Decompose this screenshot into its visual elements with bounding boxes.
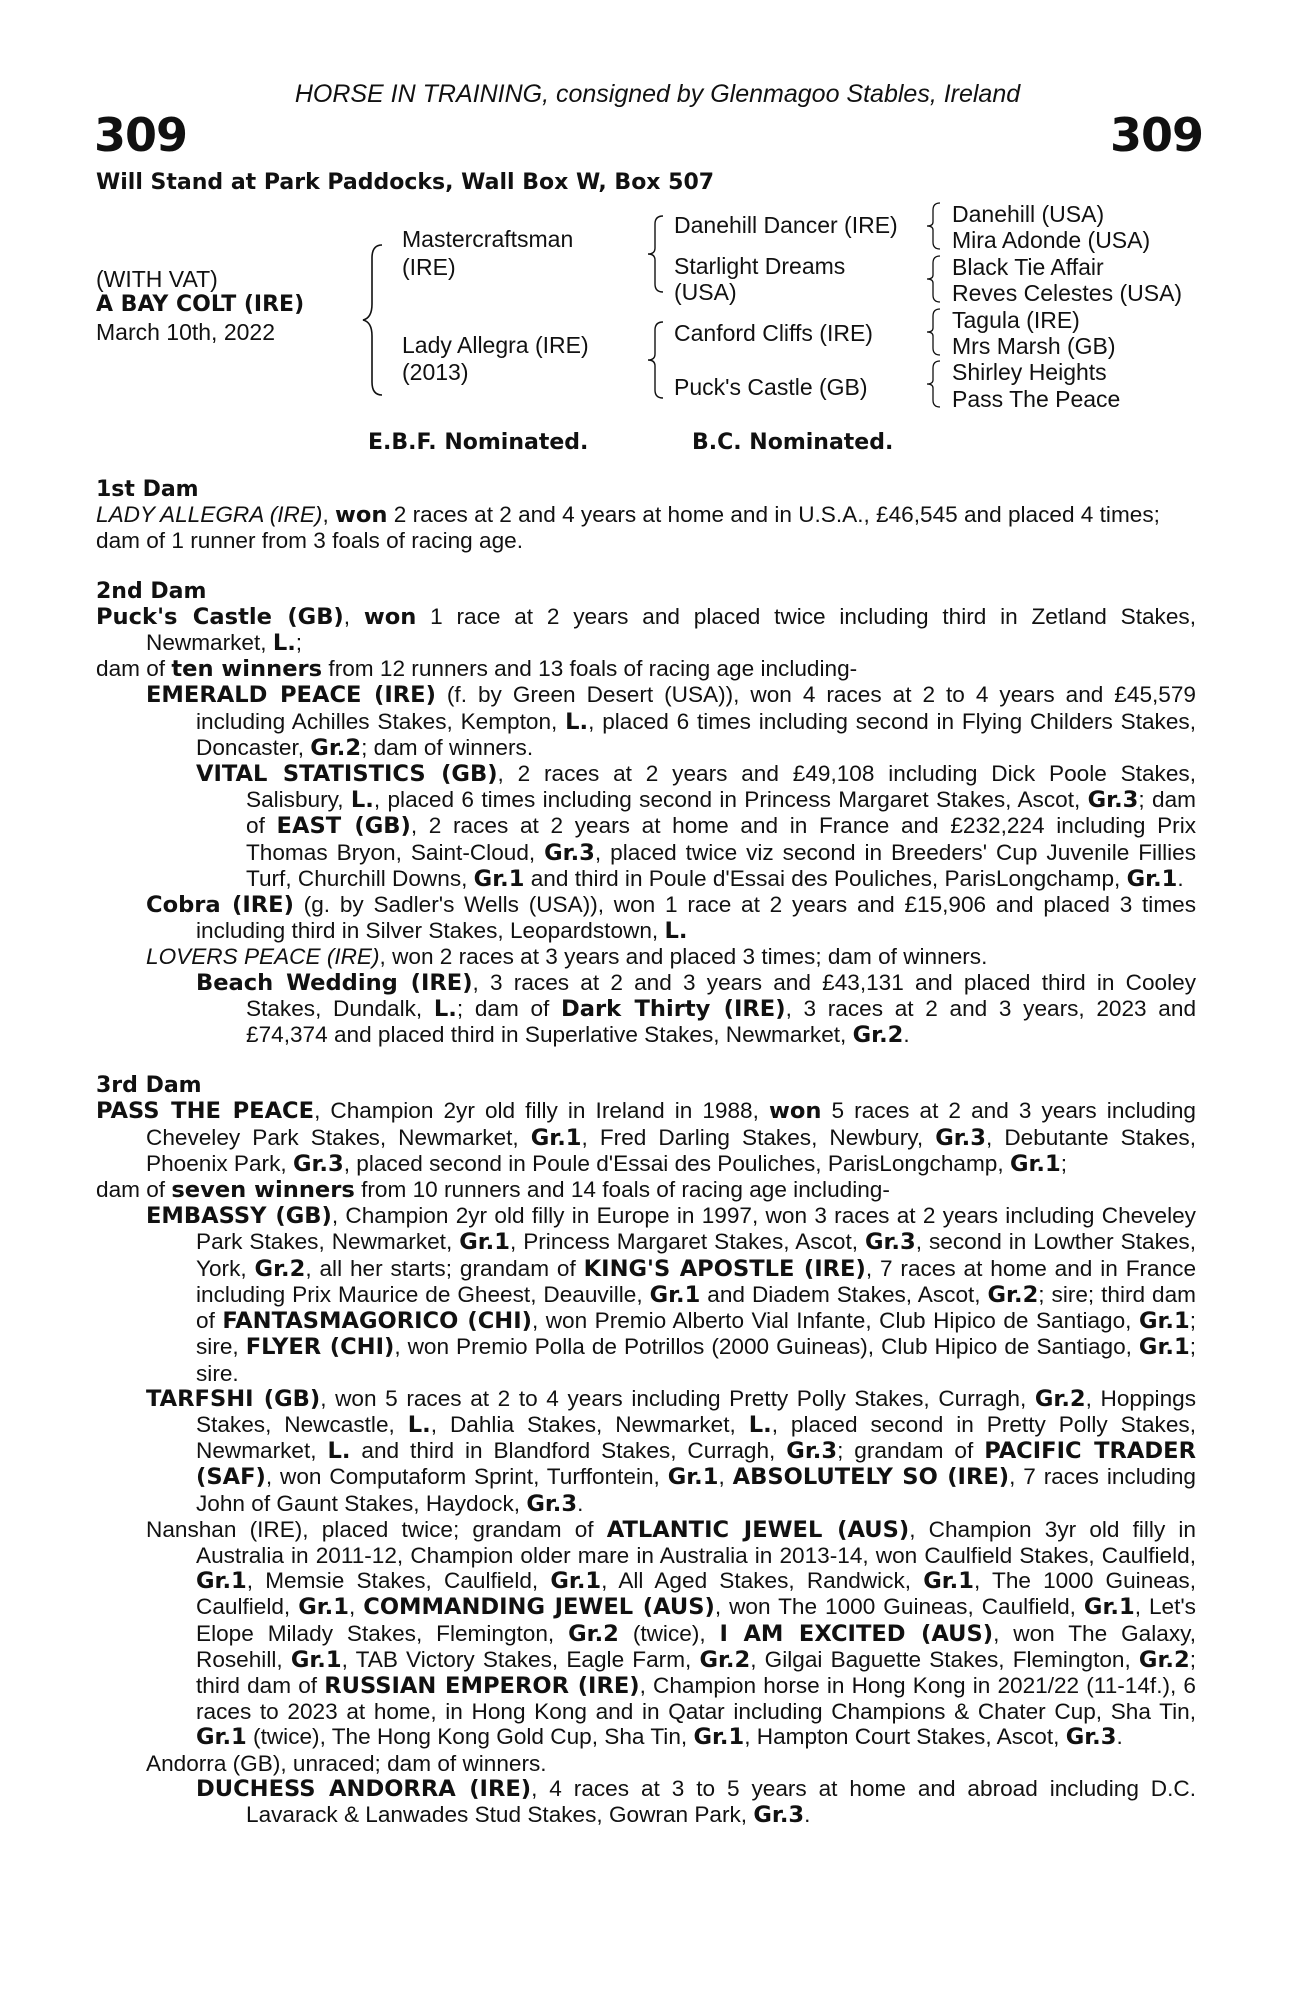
g3-dds: Shirley Heights [952, 359, 1107, 385]
lot-number-right: 309 [1110, 108, 1204, 162]
pedigree-brace-sire [645, 212, 667, 296]
second-dam-heading: 2nd Dam [96, 578, 207, 604]
produce-andorra: Andorra (GB), unraced; dam of winners. [146, 1750, 547, 1776]
sire-dam-country: (USA) [674, 279, 737, 305]
brace-g3-2 [924, 253, 944, 305]
produce-beach-wedding: Beach Wedding (IRE), 3 races at 2 and 3 years and £43,131 and placed third in Cooley Stakes, Dundalk, L.; dam of Dark Thirty (IRE), 3 races at 2 and 3 years, 2023 and £74,374 and placed third in Superlative Stakes, Newmarket, Gr.2. [196, 969, 1197, 1049]
ebf-nominated: E.B.F. Nominated. [368, 430, 589, 455]
produce-tarfshi: TARFSHI (GB), won 5 races at 2 to 4 years including Pretty Polly Stakes, Curragh, Gr.2, Hoppings Stakes, Newcastle, L., Dahlia Stakes, Newmarket, L., placed second in Pretty Polly Stakes, Newmarket, L. and third in Blandford Stakes, Curragh, Gr.3; grandam of PACIFIC TRADER (SAF), won Computaform Sprint, Turffontein, Gr.1, ABSOLUTELY SO (IRE), 7 races including John of Gaunt Stakes, Haydock, Gr.3. [146, 1385, 1196, 1517]
vat-note: (WITH VAT) [96, 266, 218, 292]
g3-dsd: Mrs Marsh (GB) [952, 333, 1116, 359]
third-dam-record: PASS THE PEACE, Champion 2yr old filly in Ireland in 1988, won 5 races at 2 and 3 years including Cheveley Park Stakes, Newmarket, Gr.1, Fred Darling Stakes, Newbury, Gr.3, Debutante Stakes, Phoenix Park, Gr.3, placed second in Poule d'Essai des Pouliches, ParisLongchamp, Gr.1; [96, 1098, 1196, 1177]
brace-g3-1 [924, 200, 944, 252]
third-dam-heading: 3rd Dam [96, 1073, 202, 1099]
dam-dam: Puck's Castle (GB) [674, 374, 868, 400]
g3-dss: Tagula (IRE) [952, 307, 1080, 333]
stand-location: Will Stand at Park Paddocks, Wall Box W, Box 507 [96, 170, 715, 195]
produce-emerald-peace: EMERALD PEACE (IRE) (f. by Green Desert (USA)), won 4 races at 2 to 4 years and £45,579 including Achilles Stakes, Kempton, L., placed 6 times including second in Flying Childers Stakes, Doncaster, Gr.2; dam of winners. [146, 682, 1196, 761]
g3-sss: Danehill (USA) [952, 201, 1105, 227]
dam-name: Lady Allegra (IRE) [402, 332, 589, 358]
produce-duchess-andorra: DUCHESS ANDORRA (IRE), 4 races at 3 to 5 years at home and abroad including D.C. Lavarack & Lanwades Stud Stakes, Gowran Park, Gr.3. [196, 1775, 1196, 1828]
g3-sds: Black Tie Affair [952, 254, 1104, 280]
second-dam-produce: dam of ten winners from 12 runners and 13 foals of racing age including- [96, 656, 858, 683]
dam-sire: Canford Cliffs (IRE) [674, 320, 873, 346]
produce-nanshan: Nanshan (IRE), placed twice; grandam of ATLANTIC JEWEL (AUS), Champion 3yr old filly in Australia in 2011-12, Champion older mare in Australia in 2013-14, won Caulfield Stakes, Caulfield, Gr.1, Memsie Stakes, Caulfield, Gr.1, All Aged Stakes, Randwick, Gr.1, The 1000 Guineas, Caulfield, Gr.1, COMMANDING JEWEL (AUS), won The 1000 Guineas, Caulfield, Gr.1, Let's Elope Milady Stakes, Flemington, Gr.2 (twice), I AM EXCITED (AUS), won The Galaxy, Rosehill, Gr.1, TAB Victory Stakes, Eagle Farm, Gr.2, Gilgai Baguette Stakes, Flemington, Gr.2; third dam of RUSSIAN EMPEROR (IRE), Champion horse in Hong Kong in 2021/22 (11-14f.), 6 races to 2023 at home, in Hong Kong and in Qatar including Champions & Chater Cup, Sha Tin, Gr.1 (twice), The Hong Kong Gold Cup, Sha Tin, Gr.1, Hampton Court Stakes, Ascot, Gr.3. [146, 1516, 1197, 1751]
first-dam-record: LADY ALLEGRA (IRE), won 2 races at 2 and 4 years at home and in U.S.A., £46,545 and placed 4 times; [96, 502, 1160, 529]
foaling-date: March 10th, 2022 [96, 319, 276, 345]
sire-country: (IRE) [402, 254, 456, 280]
third-dam-produce: dam of seven winners from 10 runners and 14 foals of racing age including- [96, 1177, 890, 1204]
first-dam-produce: dam of 1 runner from 3 foals of racing age. [96, 528, 523, 554]
sire-sire: Danehill Dancer (IRE) [674, 212, 898, 238]
produce-cobra: Cobra (IRE) (g. by Sadler's Wells (USA)), won 1 race at 2 years and £15,906 and placed 3 times including third in Silver Stakes, Leopardstown, L. [146, 892, 1196, 945]
g3-ssd: Mira Adonde (USA) [952, 227, 1151, 253]
produce-embassy: EMBASSY (GB), Champion 2yr old filly in Europe in 1997, won 3 races at 2 years including Cheveley Park Stakes, Newmarket, Gr.1, Princess Margaret Stakes, Ascot, Gr.3, second in Lowther Stakes, York, Gr.2, all her starts; grandam of KING'S APOSTLE (IRE), 7 races at home and in France including Prix Maurice de Gheest, Deauville, Gr.1 and Diadem Stakes, Ascot, Gr.2; sire; third dam of FANTASMAGORICO (CHI), won Premio Alberto Vial Infante, Club Hipico de Santiago, Gr.1; sire, FLYER (CHI), won Premio Polla de Potrillos (2000 Guineas), Club Hipico de Santiago, Gr.1; sire. [146, 1203, 1197, 1386]
pedigree-brace-dam [645, 318, 667, 402]
lot-number-left: 309 [94, 108, 188, 162]
first-dam-heading: 1st Dam [96, 477, 199, 502]
catalogue-body [96, 477, 1196, 1828]
dam-year: (2013) [402, 359, 469, 385]
brace-g3-4 [924, 358, 944, 410]
sire-name: Mastercraftsman [402, 226, 574, 252]
pedigree-brace-main [360, 240, 390, 400]
g3-sdd: Reves Celestes (USA) [952, 280, 1183, 306]
produce-lovers-peace: LOVERS PEACE (IRE), won 2 races at 3 years and placed 3 times; dam of winners. [146, 944, 988, 970]
bc-nominated: B.C. Nominated. [692, 430, 894, 455]
second-dam-record: Puck's Castle (GB), won 1 race at 2 years and placed twice including third in Zetland Stakes, Newmarket, L.; [96, 603, 1196, 657]
produce-vital-statistics: VITAL STATISTICS (GB), 2 races at 2 years and £49,108 including Dick Poole Stakes, Salisbury, L., placed 6 times including second in Princess Margaret Stakes, Ascot, Gr.3; dam of EAST (GB), 2 races at 2 years at home and in France and £232,224 including Prix Thomas Bryon, Saint-Cloud, Gr.3, placed twice viz second in Breeders' Cup Juvenile Fillies Turf, Churchill Downs, Gr.1 and third in Poule d'Essai des Pouliches, ParisLongchamp, Gr.1. [196, 761, 1197, 892]
g3-ddd: Pass The Peace [952, 386, 1121, 412]
horse-name: A BAY COLT (IRE) [96, 292, 305, 317]
catalogue-header: HORSE IN TRAINING, consigned by Glenmagoo Stables, Ireland [294, 80, 1021, 108]
brace-g3-3 [924, 306, 944, 358]
sire-dam-name: Starlight Dreams [674, 253, 846, 279]
